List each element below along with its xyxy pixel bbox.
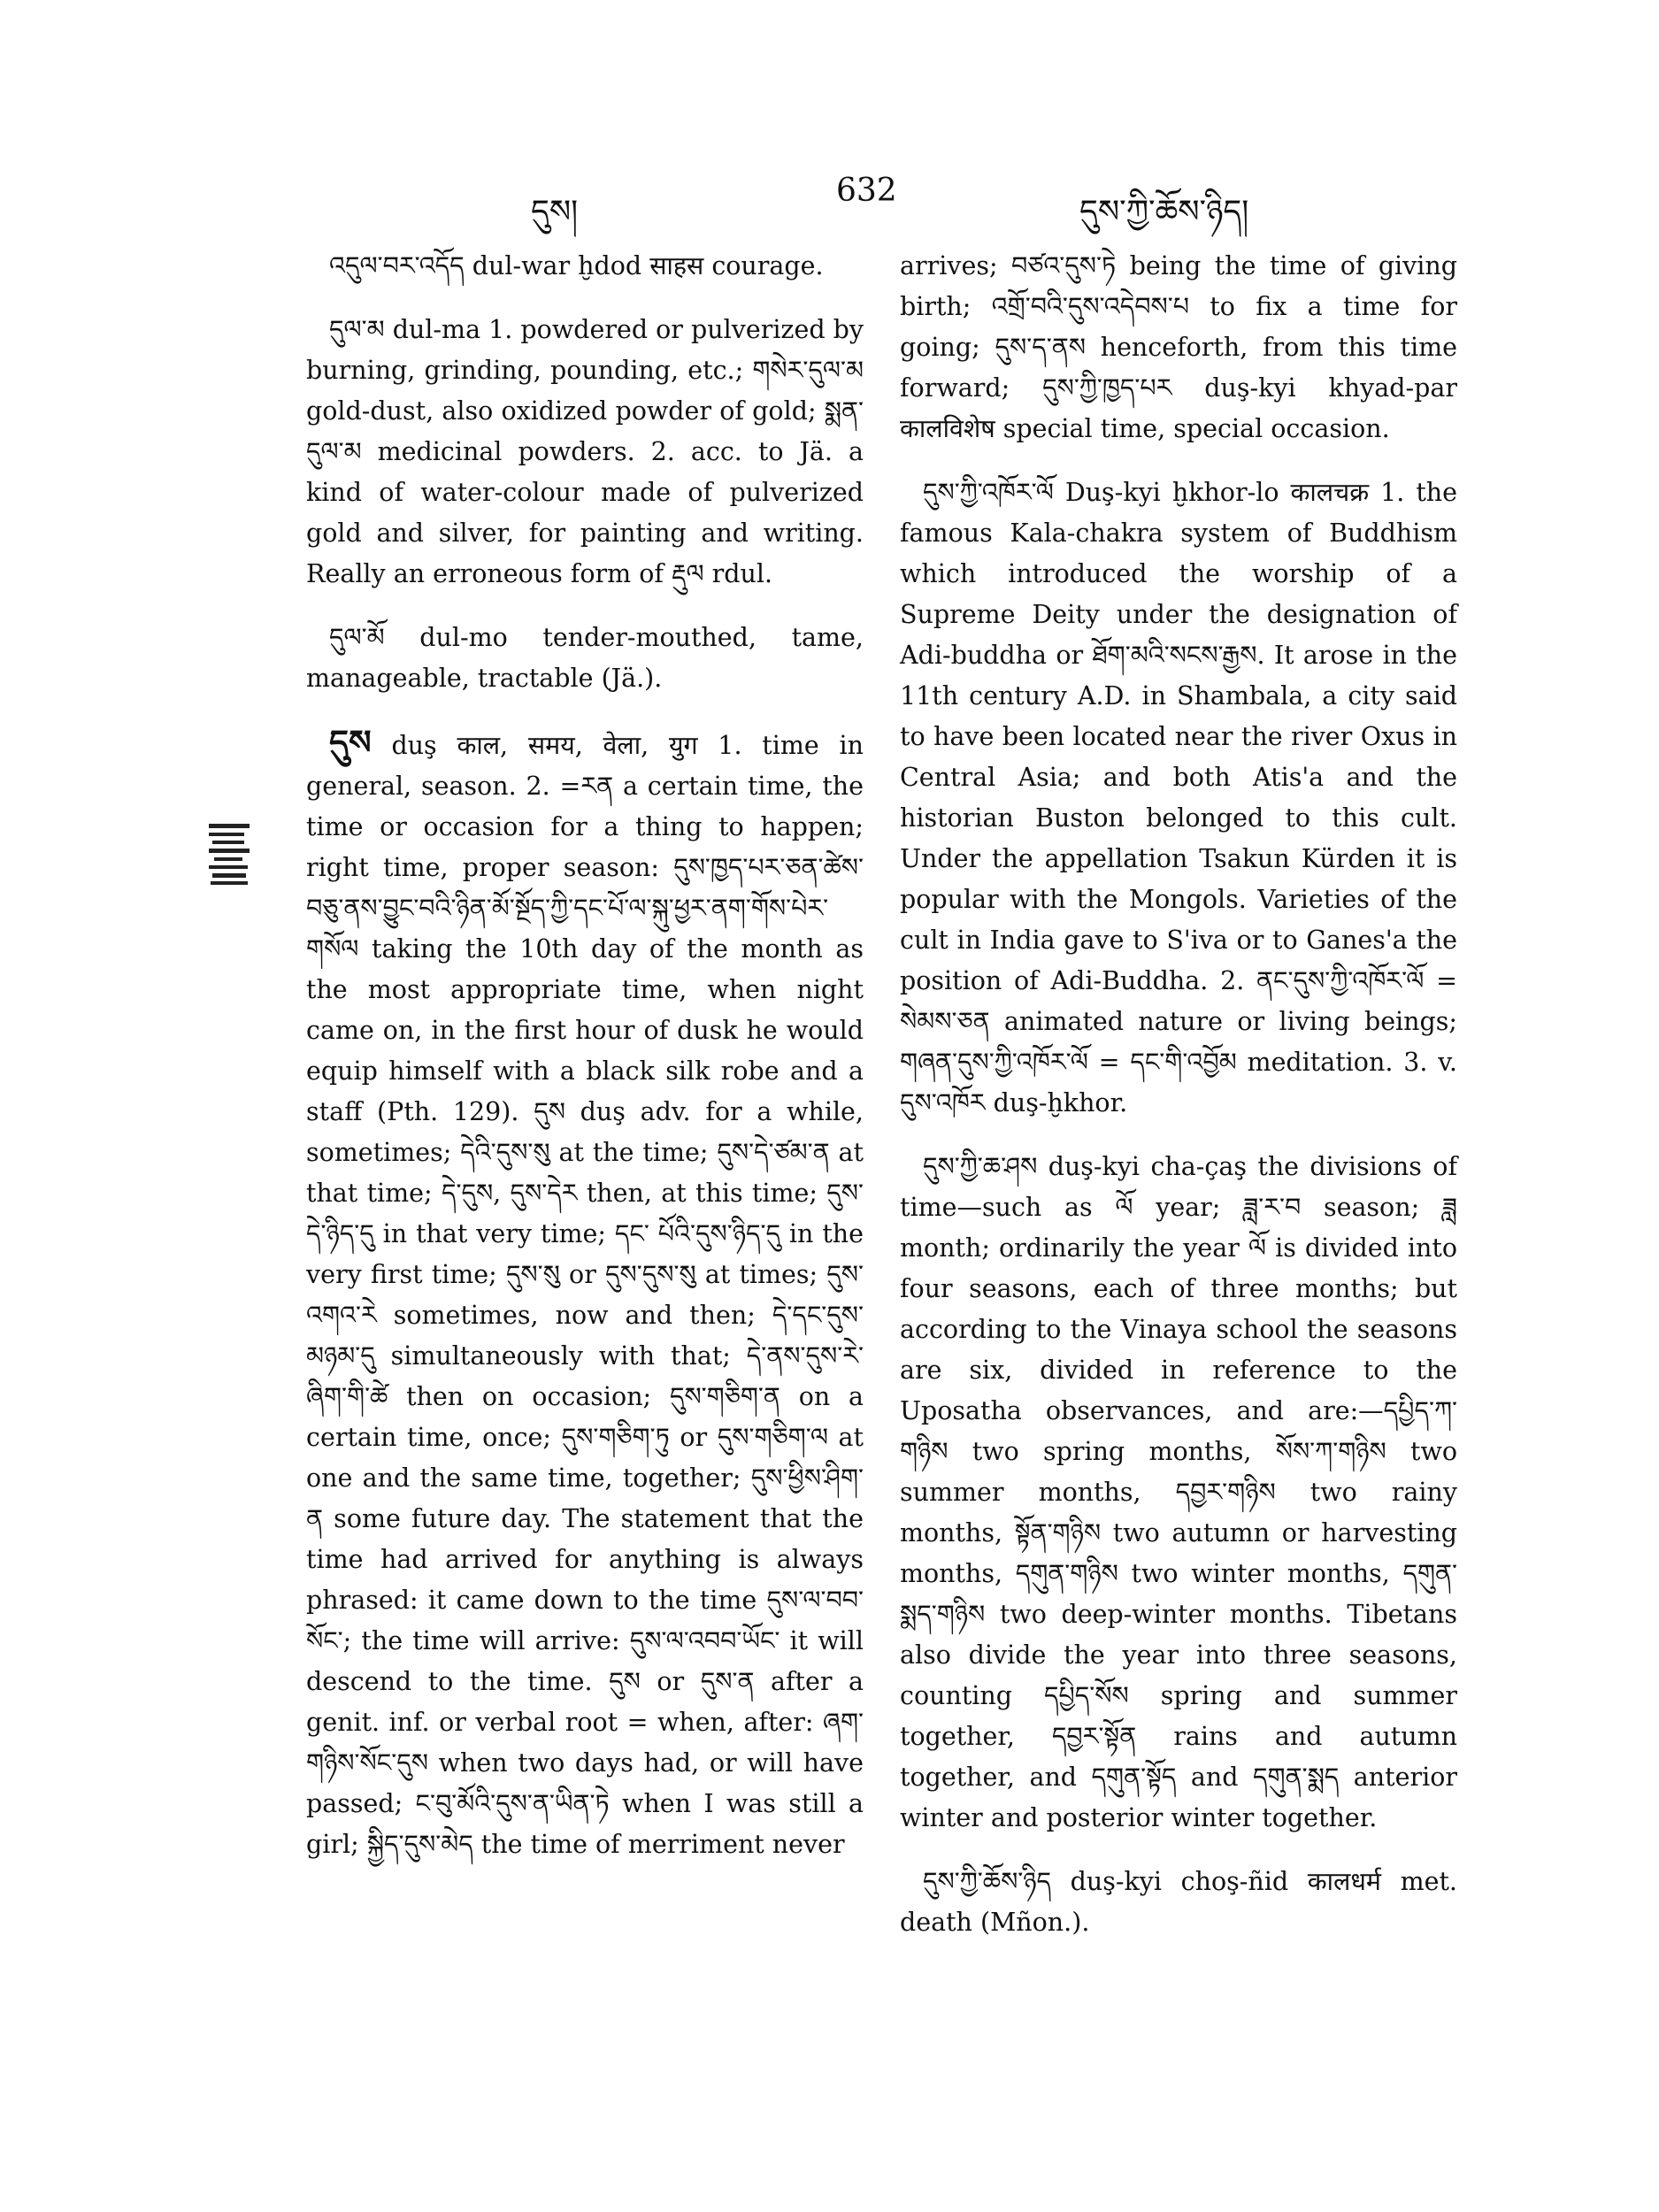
entry-dus-kyi-cha-cas: དུས་ཀྱི་ཆ་ཤས duş-kyi cha-çaş the divisions of time—such as ལོ year; ཟླ་ར་བ season; ཟླ month; ordinarily the year ལོ is divided into four seasons, each of three months; but according to the Vinaya school the seasons are six, divided in reference to the Uposatha observances, and are:—དཔྱིད་ཀ་གཉིས two spring months, སོས་ཀ་གཉིས two summer months, དབྱར་གཉིས two rainy months, སྟོན་གཉིས two autumn or harvesting months, དགུན་གཉིས two winter months, དགུན་སྨད་གཉིས two deep-winter months. Tibetans also divide the year into three seasons, counting དཔྱིད་སོས spring and summer together, དབྱར་སྟོན rains and autumn together, and དགུན་སྟོད and དགུན་སྨད anterior winter and posterior winter together. (900, 1152, 1457, 1832)
running-head-left: དུས། (531, 194, 579, 230)
entry-dus-kyi-khor-lo: དུས་ཀྱི་འཁོར་ལོ Duş-kyi ḫkhor-lo कालचक्र 1. the famous Kala-chakra system of Buddhism which introduced the worship of a Supreme Deity under the designation of Adi-buddha or ཐོག་མའི་སངས་རྒྱས. It arose in the 11th century A.D. in Shambala, a city said to have been located near the river Oxus in Central Asia; and both Atis'a and the historian Buston belonged to this cult. Under the appellation Tsakun Kürden it is popular with the Mongols. Varieties of the cult in India gave to S'iva or to Ganes'a the position of Adi-Buddha. 2. ནང་དུས་ཀྱི་འཁོར་ལོ = སེམས་ཅན animated nature or living beings; གཞན་དུས་ཀྱི་འཁོར་ལོ = དང་གི་འབྱོམ meditation. 3. v. དུས་འཁོར duş-ḫkhor. (900, 478, 1457, 1118)
entry-dul-war-hdod: འདུལ་བར་འདོད dul-war ḫdod साहस courage. (329, 251, 824, 280)
entry-dus-continued: arrives; བཙའ་དུས་ཏེ being the time of giving birth; འགྲོ་བའི་དུས་འདེབས་པ to fix a time for going; དུས་ད་ནས henceforth, from this time forward; དུས་ཀྱི་ཁྱད་པར duş-kyi khyad-par कालविशेष special time, special occasion. (900, 251, 1457, 443)
page-header (0, 168, 1659, 230)
entry-dul-mo: དུལ་མོ dul-mo tender-mouthed, tame, manageable, tractable (Jä.). (306, 623, 864, 693)
entry-dus-kyi-chos-nid: དུས་ཀྱི་ཆོས་ཉིད duş-kyi choş-ñid कालधर्म met. death (Mñon.). (900, 1867, 1457, 1937)
running-head-right: དུས་ཀྱི་ཆོས་ཉིད། (1079, 194, 1249, 230)
entry-dus (306, 722, 864, 1865)
margin-tibetan-mark-icon (204, 818, 255, 889)
headword-dus: དུས (329, 722, 372, 762)
right-column (900, 246, 1457, 1966)
page-number: 632 (836, 173, 897, 209)
entry-dul-ma: དུལ་མ dul-ma 1. powdered or pulverized by burning, grinding, pounding, etc.; གསེར་དུལ་མ gold-dust, also oxidized powder of gold; སྨན་དུལ་མ medicinal powders. 2. acc. to Jä. a kind of water-colour made of pulverized gold and silver, for painting and writing. Really an erroneous form of རྡུལ rdul. (306, 315, 864, 588)
left-column (306, 246, 864, 1888)
entry-dus-body: duş काल, समय, वेला, युग 1. time in general, season. 2. =རན a certain time, the time or occasion for a thing to happen; right time, proper season: དུས་ཁྱད་པར་ཅན་ཚེས་བཅུ་ནས་བྱུང་བའི་ཉིན་མོ་སྔོད་ཀྱི་དང་པོ་ལ་སྐུ་ཕྱར་ནག་གོས་པེར་གསོལ taking the 10th day of the month as the most appropriate time, when night came on, in the first hour of dusk he would equip himself with a black silk robe and a staff (Pth. 129). དུས duş adv. for a while, sometimes; དེའི་དུས་སུ at the time; དུས་དེ་ཙམ་ན at that time; དེ་དུས, དུས་དེར then, at this time; དུས་དེ་ཉིད་དུ in that very time; དང་ པོའི་དུས་ཉིད་དུ in the very first time; དུས་སུ or དུས་དུས་སུ at times; དུས་འགའ་རེ sometimes, now and then; དེ་དང་དུས་མཉམ་དུ simultaneously with that; དེ་ནས་དུས་རེ་ཞིག་གི་ཚེ then on occasion; དུས་གཅིག་ན on a certain time, once; དུས་གཅིག་ཏུ or དུས་གཅིག་ལ at one and the same time, together; དུས་ཕྱིས་ཤིག་ན some future day. The statement that the time had arrived for anything is always phrased: it came down to the time དུས་ལ་བབ་སོང་; the time will arrive: དུས་ལ་འབབ་ཡོང་ it will descend to the time. དུས or དུས་ན after a genit. inf. or verbal root = when, after: ཞག་གཉིས་སོང་དུས when two days had, or will have passed; ང་བུ་མོའི་དུས་ན་ཡིན་ཏེ when I was still a girl; སྐྱིད་དུས་མེད the time of merriment never (306, 731, 864, 1859)
